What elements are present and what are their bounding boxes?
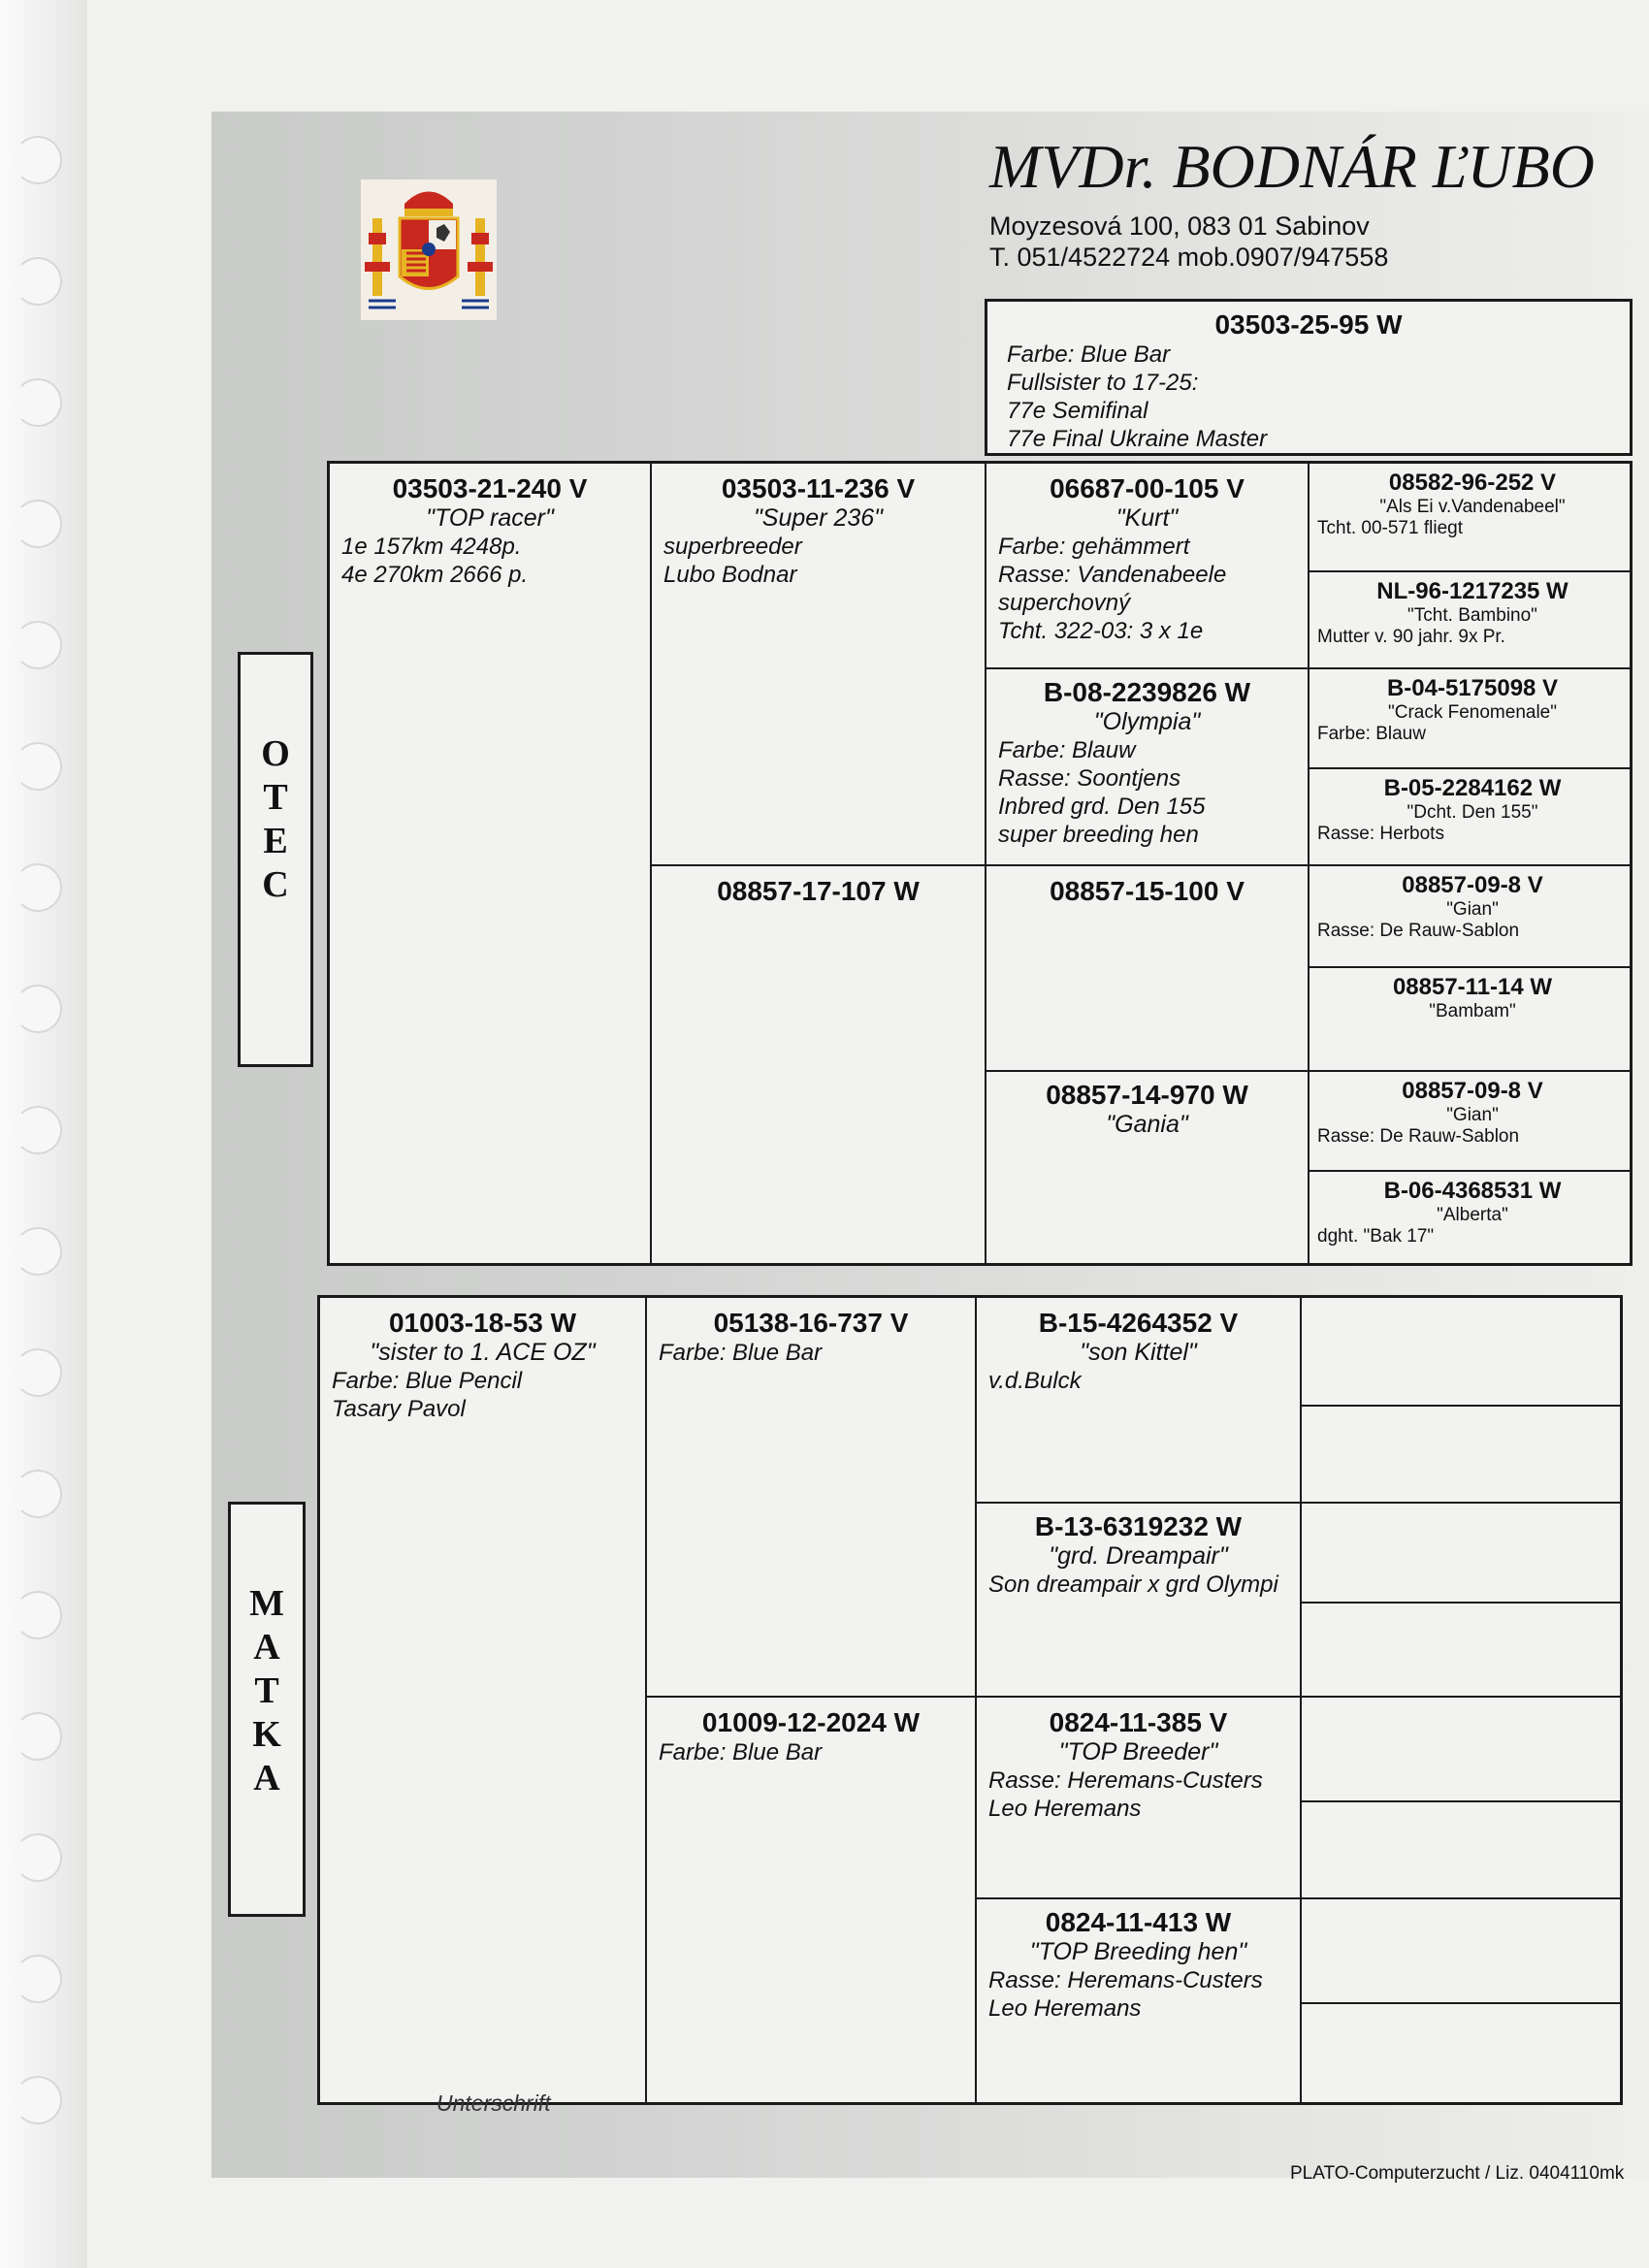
sire-gen4-cell [1310,669,1633,766]
info-line: 1e 157km 4248p. [341,534,522,560]
dam-gen2-top-cell [647,1298,975,1696]
info-line: Inbred grd. Den 155 [998,794,1206,820]
sire-gen2-bottom-cell [652,866,985,1266]
pigeon-name: "Gania" [1106,1111,1188,1138]
pigeon-name: "Gian" [1446,1105,1499,1125]
pigeon-name: "sister to 1. ACE OZ" [370,1339,596,1366]
info-line: Leo Heremans [988,1796,1142,1822]
ring-number: B-06-4368531 W [1383,1178,1562,1204]
punch-hole [14,136,62,184]
sire-gen3-cell [986,1072,1308,1266]
breeder-name: MVDr. BODNÁR ĽUBO [989,132,1595,201]
pigeon-name: "TOP Breeding hen" [1029,1938,1247,1965]
sire-gen4-cell [1310,1172,1633,1266]
spain-coat-of-arms-icon [361,179,497,320]
ring-number: B-13-6319232 W [1034,1511,1243,1541]
subject-line: 77e Semifinal [1007,398,1148,424]
dam-gen3-cell [977,1899,1300,2105]
info-line: Rasse: Vandenabeele [998,562,1227,588]
info-line: Farbe: gehämmert [998,534,1190,560]
info-line: Farbe: Blue Bar [659,1340,823,1366]
punch-hole [14,1712,62,1761]
pigeon-name: "Als Ei v.Vandenabeel" [1379,497,1566,517]
sire-gen2-top-cell [652,464,985,864]
ring-number: 08857-09-8 V [1402,872,1543,898]
signature-label: Unterschrift [436,2090,551,2116]
label-letter: C [262,864,289,905]
label-letter: M [249,1583,284,1624]
dam-gen3-cell [977,1698,1300,1897]
pigeon-name: "Super 236" [753,504,884,532]
label-letter: A [253,1758,280,1798]
info-line: Son dreampair x grd Olympi [988,1571,1278,1598]
sire-gen4-cell [1310,968,1633,1070]
punch-hole [14,863,62,912]
info-line: Farbe: Blauw [998,737,1136,763]
ring-number: B-04-5175098 V [1386,675,1559,701]
dam-gen2-bottom-cell [647,1698,975,2105]
ring-number: 01009-12-2024 W [701,1707,921,1737]
subject-pigeon-box [985,299,1633,456]
punch-hole [14,1470,62,1518]
sire-gen4-cell [1310,1072,1633,1170]
sire-gen3-cell [986,866,1308,1070]
info-line: Rasse: De Rauw-Sablon [1317,1126,1520,1147]
ring-number: 03503-11-236 V [721,473,916,503]
subject-ring-number: 03503-25-95 W [1214,309,1403,340]
info-line: super breeding hen [998,822,1199,848]
subject-line: Fullsister to 17-25: [1007,370,1199,396]
label-letter: O [261,733,290,774]
dam-side-label [228,1502,306,1917]
ring-number: 08857-11-14 W [1392,974,1553,1000]
ring-number: NL-96-1217235 W [1376,578,1568,604]
sire-gen3-cell [986,669,1308,864]
dam-pedigree-table [317,1295,1623,2105]
pigeon-name: "TOP racer" [426,504,554,532]
sire-gen4-cell [1310,866,1633,966]
punch-hole [14,2076,62,2124]
info-line: Leo Heremans [988,1995,1142,2022]
ring-number: 08857-17-107 W [717,876,920,906]
punch-hole [14,378,62,427]
ring-number: 08857-14-970 W [1046,1080,1248,1110]
info-line: 4e 270km 2666 p. [341,562,529,588]
label-letter: T [254,1670,279,1711]
info-line: dght. "Bak 17" [1317,1226,1435,1247]
ring-number: B-05-2284162 W [1383,775,1562,801]
pigeon-name: "Alberta" [1437,1205,1508,1225]
breeder-address: Moyzesová 100, 083 01 Sabinov [989,211,1370,241]
sire-gen1-cell [330,464,650,1266]
info-line: Farbe: Blue Pencil [332,1368,523,1394]
info-line: Rasse: Herbots [1317,824,1444,844]
dam-gen1-cell [320,1298,645,2105]
info-line: Lubo Bodnar [663,562,797,588]
info-line: Rasse: Soontjens [998,765,1181,792]
sheet-protector-edge [0,0,87,2268]
breeder-phone: T. 051/4522724 mob.0907/947558 [989,243,1389,272]
sire-gen4-cell [1310,769,1633,864]
pigeon-name: "grd. Dreampair" [1049,1542,1228,1570]
info-line: Farbe: Blue Bar [659,1739,823,1766]
sire-side-label [238,652,313,1067]
subject-line: Farbe: Blue Bar [1007,341,1171,368]
punch-hole [14,1955,62,2003]
info-line: Tcht. 322-03: 3 x 1e [998,618,1204,644]
ring-number: 06687-00-105 V [1050,473,1245,503]
punch-hole [14,621,62,669]
ring-number: 08857-09-8 V [1402,1078,1543,1104]
label-letter: T [263,777,288,818]
ring-number: 05138-16-737 V [713,1308,909,1338]
punch-hole [14,1348,62,1397]
ring-number: B-08-2239826 W [1043,677,1251,707]
info-line: superbreeder [663,534,802,560]
info-line: Mutter v. 90 jahr. 9x Pr. [1317,627,1505,647]
pigeon-name: "Bambam" [1429,1001,1516,1021]
info-line: Rasse: De Rauw-Sablon [1317,921,1520,941]
ring-number: 0824-11-413 W [1045,1907,1232,1937]
punch-hole [14,500,62,548]
pigeon-name: "Dcht. Den 155" [1406,802,1538,823]
info-line: superchovný [998,590,1131,616]
ring-number: 08582-96-252 V [1388,470,1557,496]
pigeon-name: "Gian" [1446,899,1499,920]
punch-hole [14,985,62,1033]
label-letter: E [263,821,288,861]
ring-number: 08857-15-100 V [1050,876,1245,906]
sire-gen4-cell [1310,464,1633,570]
punch-hole [14,1227,62,1276]
info-line: Rasse: Heremans-Custers [988,1767,1263,1794]
pigeon-name: "Tcht. Bambino" [1407,605,1537,626]
pigeon-name: "Crack Fenomenale" [1387,702,1557,723]
info-line: Tcht. 00-571 fliegt [1317,518,1463,538]
punch-hole [14,257,62,306]
punch-hole [14,1591,62,1639]
punch-hole [14,742,62,791]
sire-pedigree-table [327,461,1633,1266]
pigeon-name: "Kurt" [1116,504,1179,532]
pigeon-name: "TOP Breeder" [1058,1738,1218,1766]
ring-number: 0824-11-385 V [1049,1707,1228,1737]
label-letter: A [253,1627,280,1668]
dam-gen3-cell [977,1298,1300,1502]
ring-number: 01003-18-53 W [388,1308,576,1338]
dam-gen3-cell [977,1504,1300,1696]
pigeon-name: "Olympia" [1093,708,1201,735]
subject-line: 77e Final Ukraine Master [1007,426,1268,452]
punch-hole [14,1106,62,1154]
info-line: v.d.Bulck [988,1368,1082,1394]
sire-gen3-cell [986,464,1308,667]
pigeon-name: "son Kittel" [1080,1339,1197,1366]
punch-hole [14,1833,62,1882]
info-line: Tasary Pavol [332,1396,466,1422]
ring-number: 03503-21-240 V [392,473,588,503]
ring-number: B-15-4264352 V [1038,1308,1239,1338]
label-letter: K [252,1714,281,1755]
info-line: Rasse: Heremans-Custers [988,1967,1263,1993]
info-line: Farbe: Blauw [1317,724,1426,744]
software-license: PLATO-Computerzucht / Liz. 0404110mk [1290,2163,1625,2184]
